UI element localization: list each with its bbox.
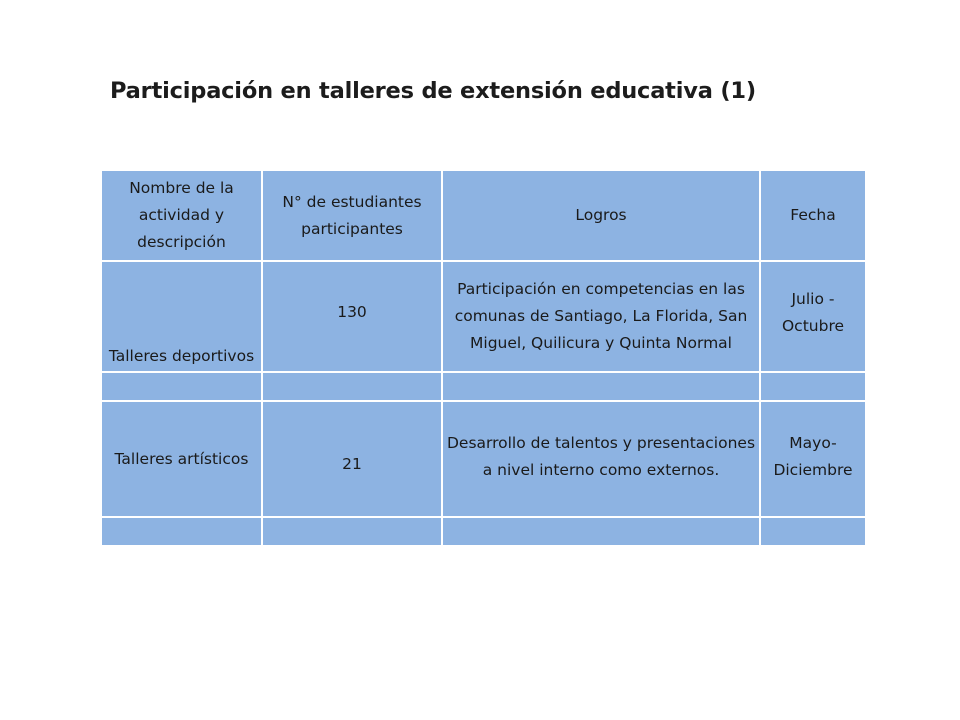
table-cell-empty	[443, 518, 759, 545]
table-cell-activity: Talleres deportivos	[102, 262, 261, 371]
header-cell-achievements: Logros	[443, 171, 759, 260]
table-cell-activity: Talleres artísticos	[102, 402, 261, 516]
table-cell-date: Julio - Octubre	[761, 262, 865, 371]
table-cell-date: Mayo- Diciembre	[761, 402, 865, 516]
table-cell-empty	[761, 518, 865, 545]
header-cell-activity: Nombre de la actividad y descripción	[102, 171, 261, 260]
table-cell-empty	[263, 373, 441, 400]
table-cell-empty	[102, 373, 261, 400]
table-cell-students: 21	[263, 402, 441, 516]
table-cell-empty	[102, 518, 261, 545]
table-cell-empty	[263, 518, 441, 545]
page-title: Participación en talleres de extensión educativa (1)	[110, 78, 756, 104]
table-cell-achievements: Participación en competencias en las comunas de Santiago, La Florida, San Miguel, Quilicura y Quinta Normal	[443, 262, 759, 371]
table-cell-students: 130	[263, 262, 441, 371]
table-cell-achievements: Desarrollo de talentos y presentaciones a nivel interno como externos.	[443, 402, 759, 516]
header-cell-date: Fecha	[761, 171, 865, 260]
table-cell-empty	[761, 373, 865, 400]
header-cell-students: N° de estudiantes participantes	[263, 171, 441, 260]
table-cell-empty	[443, 373, 759, 400]
